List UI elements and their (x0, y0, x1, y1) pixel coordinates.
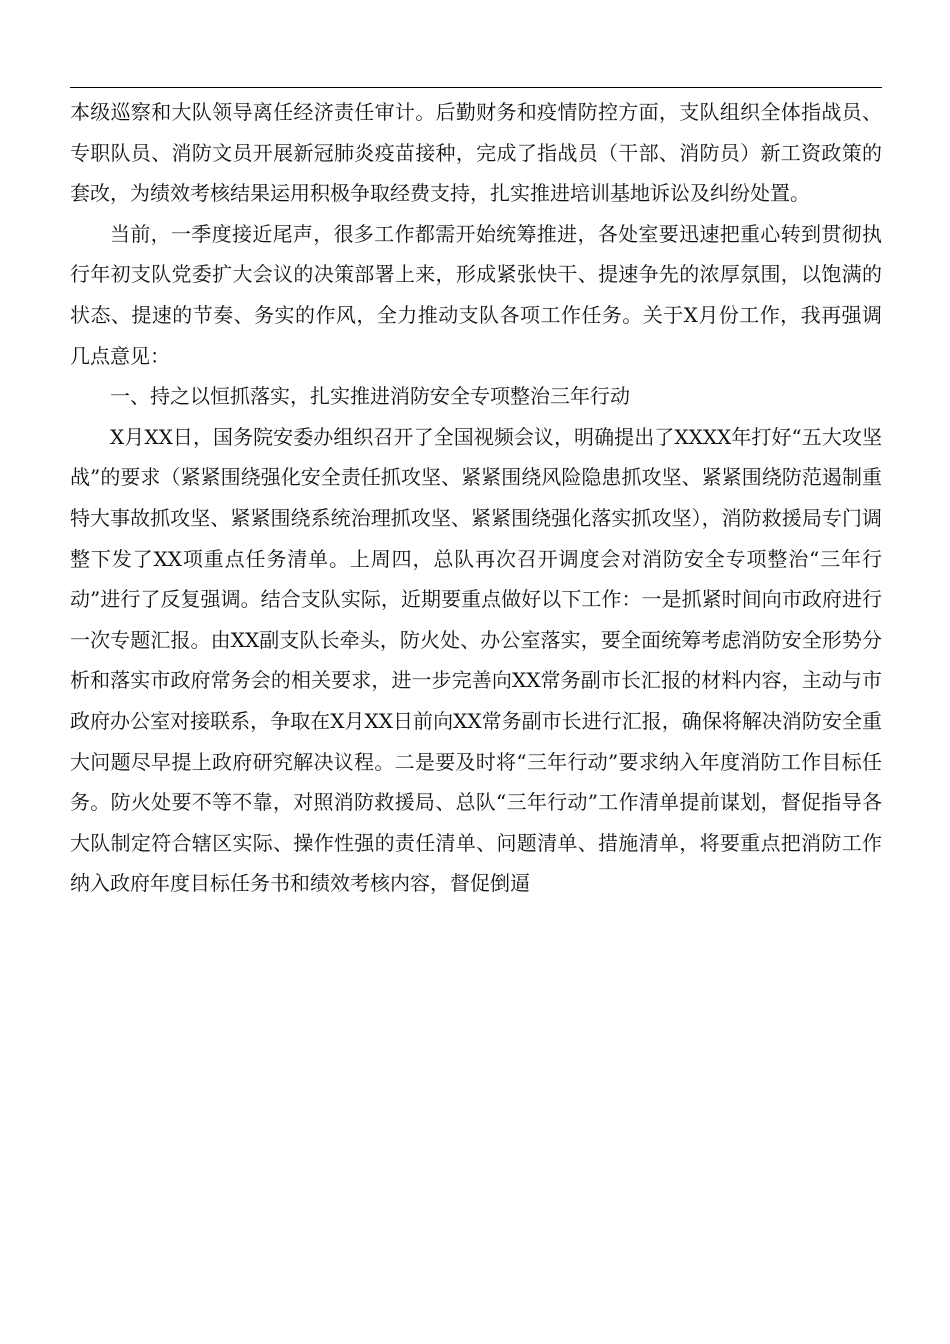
paragraph-current-work: 当前，一季度接近尾声，很多工作都需开始统筹推进，各处室要迅速把重心转到贯彻执行年初支队党委扩大会议的决策部署上来，形成紧张快干、提速争先的浓厚氛围，以饱满的状态、提速的节奏、务实的作风，全力推动支队各项工作任务。关于X月份工作，我再强调几点意见： (70, 221, 882, 368)
paragraph-three-year-action: X月XX日，国务院安委办组织召开了全国视频会议，明确提出了XXXX年打好“五大攻坚战”的要求（紧紧围绕强化安全责任抓攻坚、紧紧围绕风险隐患抓攻坚、紧紧围绕防范遏制重特大事故抓攻坚、紧紧围绕系统治理抓攻坚、紧紧围绕强化落实抓攻坚），消防救援局专门调整下发了XX项重点任务清单。上周四，总队再次召开调度会对消防安全专项整治“三年行动”进行了反复强调。结合支队实际，近期要重点做好以下工作：一是抓紧时间向市政府进行一次专题汇报。由XX副支队长牵头，防火处、办公室落实，要全面统筹考虑消防安全形势分析和落实市政府常务会的相关要求，进一步完善向XX常务副市长汇报的材料内容，主动与市政府办公室对接联系，争取在X月XX日前向XX常务副市长进行汇报，确保将解决消防安全重大问题尽早提上政府研究解决议程。二是要及时将“三年行动”要求纳入年度消防工作目标任务。防火处要不等不靠，对照消防救援局、总队“三年行动”工作清单提前谋划，督促指导各大队制定符合辖区实际、操作性强的责任清单、问题清单、措施清单，将要重点把消防工作纳入政府年度目标任务书和绩效考核内容，督促倒逼 (70, 424, 882, 896)
header-rule (70, 87, 882, 88)
paragraph-continuation: 本级巡察和大队领导离任经济责任审计。后勤财务和疫情防控方面，支队组织全体指战员、专职队员、消防文员开展新冠肺炎疫苗接种，完成了指战员（干部、消防员）新工资政策的套改，为绩效考核结果运用积极争取经费支持，扎实推进培训基地诉讼及纠纷处置。 (70, 100, 882, 206)
document-body (70, 92, 882, 904)
section-heading-one: 一、持之以恒抓落实，扎实推进消防安全专项整治三年行动 (110, 384, 630, 409)
